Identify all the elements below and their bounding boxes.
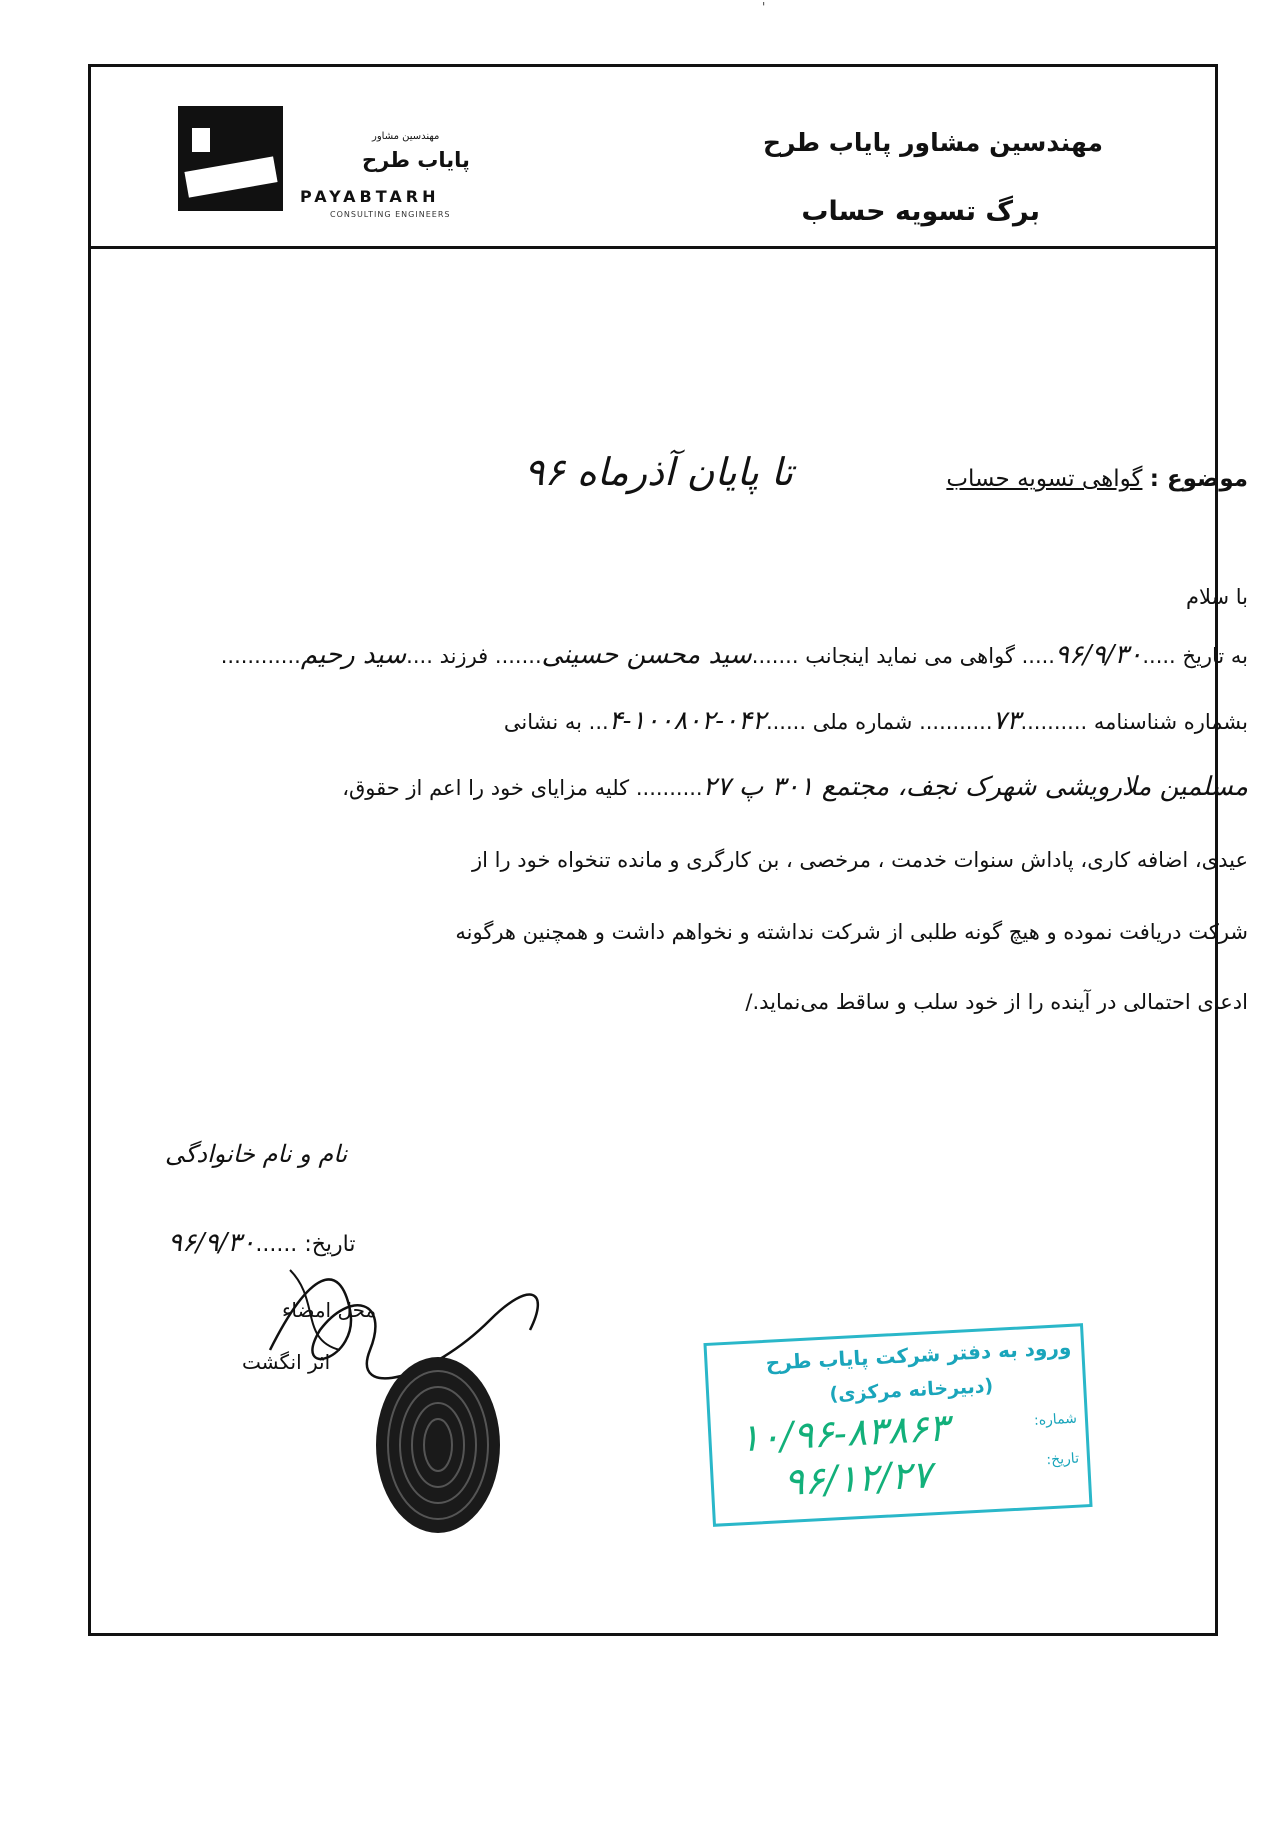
form-title: برگ تسویه حساب (801, 196, 1040, 227)
text-id-number: بشماره شناسنامه (1093, 710, 1248, 734)
text-child-of: فرزند (439, 644, 489, 668)
company-logo-icon (178, 106, 283, 211)
logo-persian-subtitle: مهندسین مشاور (372, 131, 440, 142)
signature-name-label: نام و نام خانوادگی (165, 1140, 348, 1168)
text-address-label: به نشانی (503, 710, 582, 734)
thumbprint-label: اثر انگشت (242, 1350, 331, 1374)
stamp-date-value: ۹۶/۱۲/۲۷ (782, 1452, 933, 1505)
header-divider (88, 246, 1218, 249)
text-benefits: کلیه مزایای خود را اعم از حقوق، (342, 776, 630, 800)
greeting: با سلام (1185, 585, 1248, 609)
filled-father-name: سید رحیم (300, 640, 407, 670)
stamp-title: ورود به دفتر شرکت پایاب طرح (765, 1334, 1072, 1375)
logo-english-name: PAYABTARH (300, 187, 440, 206)
filled-national-id: ۰۴۲-۱۰۰۸۰۲-۴ (608, 706, 766, 736)
body-line-1: به تاریخ .....۹۶/۹/۳۰..... گواهی می نماید اینجانب .......سید محسن حسینی....... فرزند ....سید رحیم............ (220, 640, 1248, 670)
text-certifies: گواهی می نماید اینجانب (805, 644, 1015, 668)
filled-id-number: ۷۳ (992, 706, 1021, 736)
text-national-id: شماره ملی (812, 710, 913, 734)
subject-label: موضوع : (1149, 466, 1248, 492)
subject-handwritten: تا پایان آذرماه ۹۶ (524, 450, 794, 494)
signature-date-line: تاریخ: ......۹۶/۹/۳۰ (168, 1228, 356, 1258)
text-date-prefix: به تاریخ (1182, 644, 1248, 668)
body-line-6: ادعای احتمالی در آینده را از خود سلب و ساقط می‌نماید./ (745, 990, 1248, 1014)
filled-date: ۹۶/۹/۳۰ (1055, 640, 1143, 670)
body-line-4: عیدی، اضافه کاری، پاداش سنوات خدمت ، مرخصی ، بن کارگری و مانده تنخواه خود را از (471, 848, 1248, 872)
filled-address: مسلمین ملارویشی شهرک نجف، مجتمع ۳۰۱ پ ۲۷ (702, 772, 1248, 802)
stamp-date-label: تاریخ: (1046, 1450, 1080, 1469)
top-edge-mark: ' (762, 0, 766, 14)
logo-english-subtitle: CONSULTING ENGINEERS (330, 210, 451, 219)
signature-date-label: تاریخ: (304, 1232, 356, 1257)
body-line-5: شرکت دریافت نموده و هیچ گونه طلبی از شرکت نداشته و نخواهم داشت و همچنین هرگونه (455, 920, 1248, 944)
stamp-subtitle: (دبیرخانه مرکزی) (828, 1374, 994, 1406)
registration-stamp (703, 1323, 1092, 1527)
company-name: مهندسین مشاور پایاب طرح (762, 128, 1103, 157)
logo-persian-name: پایاب طرح (362, 148, 470, 172)
signature-date-value: ۹۶/۹/۳۰ (168, 1228, 256, 1258)
body-line-3: مسلمین ملارویشی شهرک نجف، مجتمع ۳۰۱ پ ۲۷.......... کلیه مزایای خود را اعم از حقوق، (342, 772, 1248, 802)
body-line-2: بشماره شناسنامه ..........۷۳........... شماره ملی ......۰۴۲-۱۰۰۸۰۲-۴... به نشانی (503, 706, 1248, 736)
stamp-number-label: شماره: (1033, 1410, 1078, 1429)
fingerprint-icon (368, 1350, 508, 1540)
subject-typed: گواهی تسویه حساب (946, 466, 1143, 492)
filled-name: سید محسن حسینی (541, 640, 752, 670)
stamp-number-value: ۱۰/۹۶-۸۳۸۶۳ (738, 1405, 950, 1461)
subject-line (946, 466, 1248, 492)
signature-place-label: محل امضاء (282, 1298, 377, 1322)
